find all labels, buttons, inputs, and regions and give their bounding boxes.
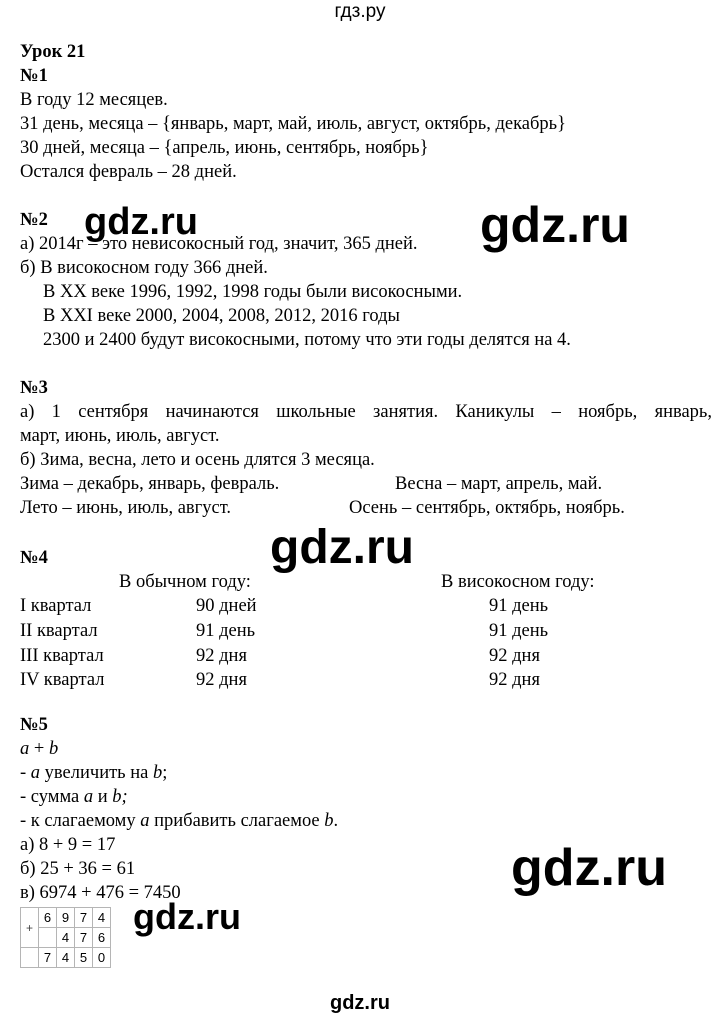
task-3-line: а) 1 сентября начинаются школьные занятия. Каникулы – ноябрь, январь,: [20, 402, 712, 422]
digit-cell: 7: [75, 908, 93, 928]
task-5-number: №5: [20, 715, 48, 735]
season-autumn: Осень – сентябрь, октябрь, ноябрь.: [349, 498, 625, 518]
quarter-label: III квартал: [20, 646, 104, 666]
task-2-line: 2300 и 2400 будут високосными, потому что эти годы делятся на 4.: [43, 330, 571, 350]
task-2-line: а) 2014г – это невисокосный год, значит, 365 дней.: [20, 234, 418, 254]
task-1-line: В году 12 месяцев.: [20, 90, 168, 110]
digit-cell: 4: [57, 928, 75, 948]
task-1-line: Остался февраль – 28 дней.: [20, 162, 237, 182]
task-1-line: 31 день, месяца – {январь, март, май, июль, август, октябрь, декабрь}: [20, 114, 566, 134]
column-row: [21, 908, 111, 928]
example-b: б) 25 + 36 = 61: [20, 859, 136, 879]
reading-2: - сумма a и b;: [20, 787, 128, 807]
watermark: gdz.ru: [270, 521, 414, 574]
digit-cell: 6: [39, 908, 57, 928]
season-spring: Весна – март, апрель, май.: [395, 474, 603, 494]
digit-cell: 5: [75, 948, 93, 968]
plus-sign: +: [21, 908, 39, 948]
site-footer: gdz.ru: [330, 992, 390, 1014]
example-c: в) 6974 + 476 = 7450: [20, 883, 181, 903]
quarter-normal-days: 92 дня: [196, 670, 247, 690]
digit-cell: 7: [39, 948, 57, 968]
column-sum-row: [21, 948, 111, 968]
expression: a + b: [20, 739, 59, 759]
empty-cell: [21, 948, 39, 968]
digit-cell: 7: [75, 928, 93, 948]
quarter-leap-days: 91 день: [489, 596, 549, 616]
quarter-normal-days: 91 день: [196, 621, 256, 641]
digit-cell: 9: [57, 908, 75, 928]
quarter-leap-days: 92 дня: [489, 646, 540, 666]
season-winter: Зима – декабрь, январь, февраль.: [20, 474, 280, 494]
quarter-header-leap: В високосном году:: [441, 572, 595, 592]
reading-3: - к слагаемому a прибавить слагаемое b.: [20, 811, 339, 831]
example-a: а) 8 + 9 = 17: [20, 835, 116, 855]
quarter-label: I квартал: [20, 596, 92, 616]
task-1-number: №1: [20, 66, 48, 86]
watermark: gdz.ru: [480, 197, 630, 253]
digit-cell: 6: [93, 928, 111, 948]
lesson-title: Урок 21: [20, 42, 86, 62]
site-header-title: гдз.ру: [334, 1, 386, 22]
reading-1: - a увеличить на b;: [20, 763, 168, 783]
watermark: gdz.ru: [133, 896, 241, 937]
task-3-line: б) Зима, весна, лето и осень длятся 3 месяца.: [20, 450, 375, 470]
watermark: gdz.ru: [84, 201, 198, 243]
quarter-normal-days: 92 дня: [196, 646, 247, 666]
task-3-number: №3: [20, 378, 48, 398]
task-2-line: б) В високосном году 366 дней.: [20, 258, 268, 278]
watermark: gdz.ru: [511, 839, 667, 897]
quarter-label: II квартал: [20, 621, 98, 641]
quarter-header-normal: В обычном году:: [119, 572, 251, 592]
quarter-normal-days: 90 дней: [196, 596, 257, 616]
season-summer: Лето – июнь, июль, август.: [20, 498, 232, 518]
task-2-line: В XXI веке 2000, 2004, 2008, 2012, 2016 годы: [43, 306, 400, 326]
task-2-number: №2: [20, 210, 48, 230]
digit-cell: 4: [93, 908, 111, 928]
column-addition: [20, 907, 111, 968]
quarter-leap-days: 91 день: [489, 621, 549, 641]
quarter-label: IV квартал: [20, 670, 105, 690]
task-1-line: 30 дней, месяца – {апрель, июнь, сентябрь, ноябрь}: [20, 138, 429, 158]
task-4-number: №4: [20, 548, 48, 568]
digit-cell: 4: [57, 948, 75, 968]
digit-cell: [39, 928, 57, 948]
task-3-line: март, июнь, июль, август.: [20, 426, 220, 446]
quarter-leap-days: 92 дня: [489, 670, 540, 690]
digit-cell: 0: [93, 948, 111, 968]
task-2-line: В XX веке 1996, 1992, 1998 годы были високосными.: [43, 282, 463, 302]
